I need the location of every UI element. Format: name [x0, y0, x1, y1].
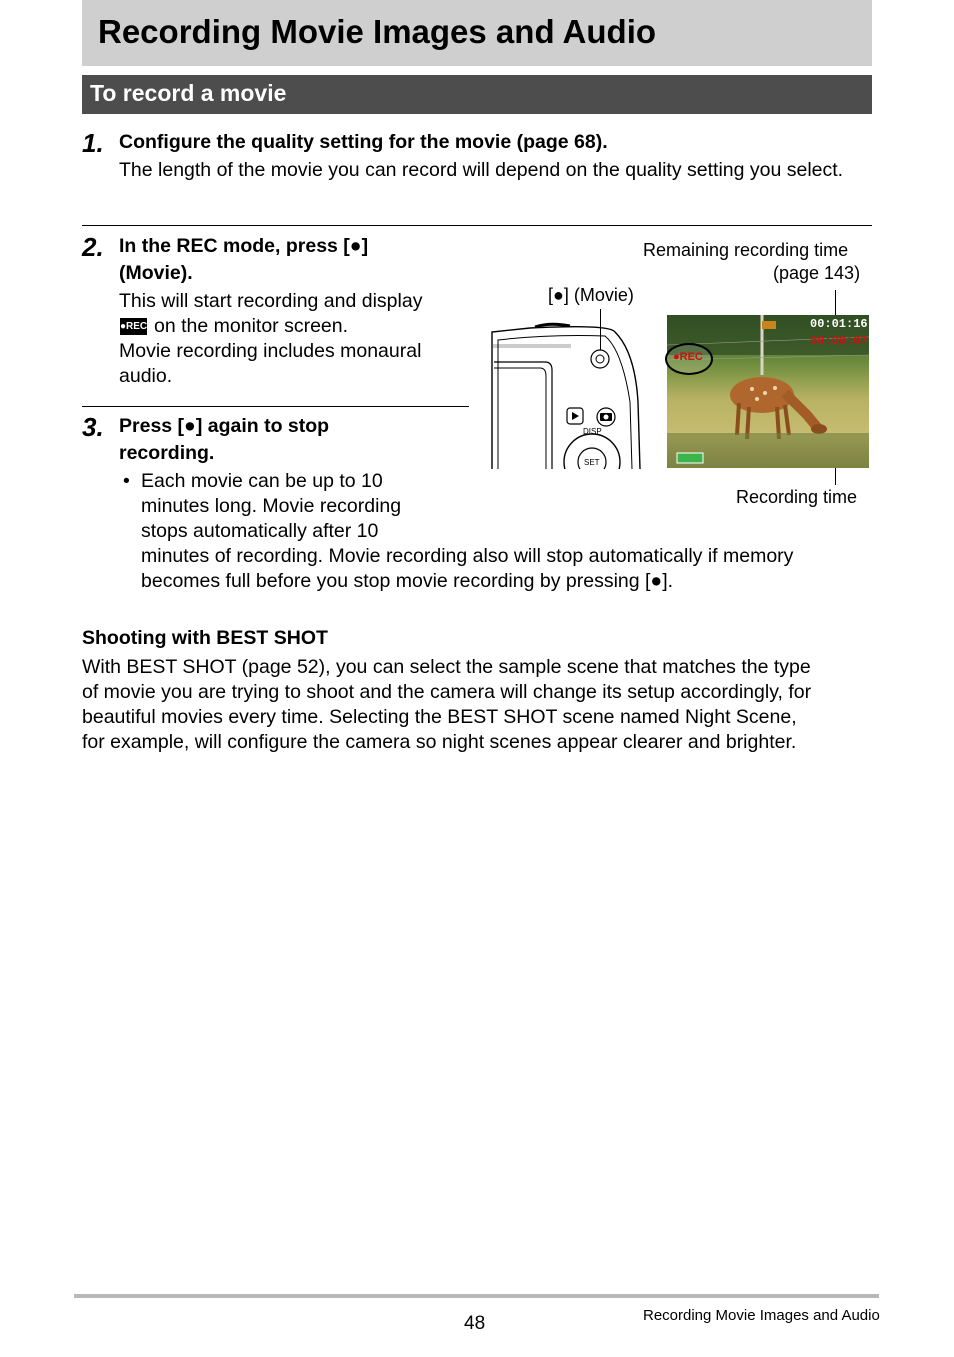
step-3-bullet-line2: minutes long. Movie recording	[141, 495, 402, 517]
divider	[82, 225, 872, 226]
footer-chapter-title: Recording Movie Images and Audio	[643, 1307, 880, 1324]
best-shot-line3: beautiful movies every time. Selecting the BEST SHOT scene named Night Scene,	[82, 706, 797, 728]
step-2-body-line2: on the monitor screen.	[154, 315, 349, 337]
step-3-bullet-line1: Each movie can be up to 10	[141, 470, 383, 492]
step-3-heading-line2: recording.	[119, 442, 215, 464]
label-recording-time: Recording time	[736, 487, 858, 507]
step-1-number: 1.	[82, 128, 104, 158]
step-3-number: 3.	[82, 412, 104, 442]
step-2-heading-line1: In the REC mode, press [●]	[119, 235, 369, 257]
step-1-body: The length of the movie you can record will depend on the quality setting you select.	[119, 159, 844, 181]
best-shot-line4: for example, will configure the camera so night scenes appear clearer and brighter.	[82, 731, 797, 753]
label-remaining-time: Remaining recording time	[643, 240, 849, 260]
step-3-bullet-line4: minutes of recording. Movie recording also will stop automatically if memory	[141, 545, 794, 567]
page-title: Recording Movie Images and Audio	[98, 13, 657, 50]
step-3-bullet-line3: stops automatically after 10	[141, 520, 379, 542]
step-2-number: 2.	[82, 232, 104, 262]
label-remaining-page: (page 143)	[773, 263, 861, 283]
label-movie-button: [●] (Movie)	[548, 285, 634, 305]
camera-back-illustration	[490, 322, 650, 469]
step-2-body-line3: Movie recording includes monaural	[119, 340, 422, 362]
rec-icon: ●REC	[120, 318, 147, 335]
screen-rec-indicator: ●REC	[673, 351, 703, 363]
step-3-bullet-line5: becomes full before you stop movie recording by pressing [●].	[141, 570, 674, 592]
camera-disp-label: DISP	[583, 427, 602, 436]
step-2-body-line1: This will start recording and display	[119, 290, 423, 312]
elapsed-time-readout: 00:00:07	[810, 334, 868, 348]
page-number: 48	[464, 1313, 486, 1334]
section-title: To record a movie	[90, 80, 287, 106]
best-shot-line1: With BEST SHOT (page 52), you can select the sample scene that matches the type	[82, 656, 811, 678]
best-shot-heading: Shooting with BEST SHOT	[82, 627, 328, 649]
footer-rule	[74, 1294, 879, 1298]
step-2-heading-line2: (Movie).	[119, 262, 193, 284]
step-3-heading-line1: Press [●] again to stop	[119, 415, 330, 437]
step-1-heading: Configure the quality setting for the movie (page 68).	[119, 131, 608, 153]
best-shot-line2: of movie you are trying to shoot and the camera will change its setup accordingly, for	[82, 681, 812, 703]
divider	[82, 406, 469, 407]
camera-set-label: SET	[584, 458, 600, 467]
remaining-time-readout: 00:01:16	[810, 317, 868, 331]
step-2-body-line4: audio.	[119, 365, 173, 387]
bullet-marker: •	[123, 470, 130, 492]
monitor-screen-photo	[667, 315, 869, 468]
